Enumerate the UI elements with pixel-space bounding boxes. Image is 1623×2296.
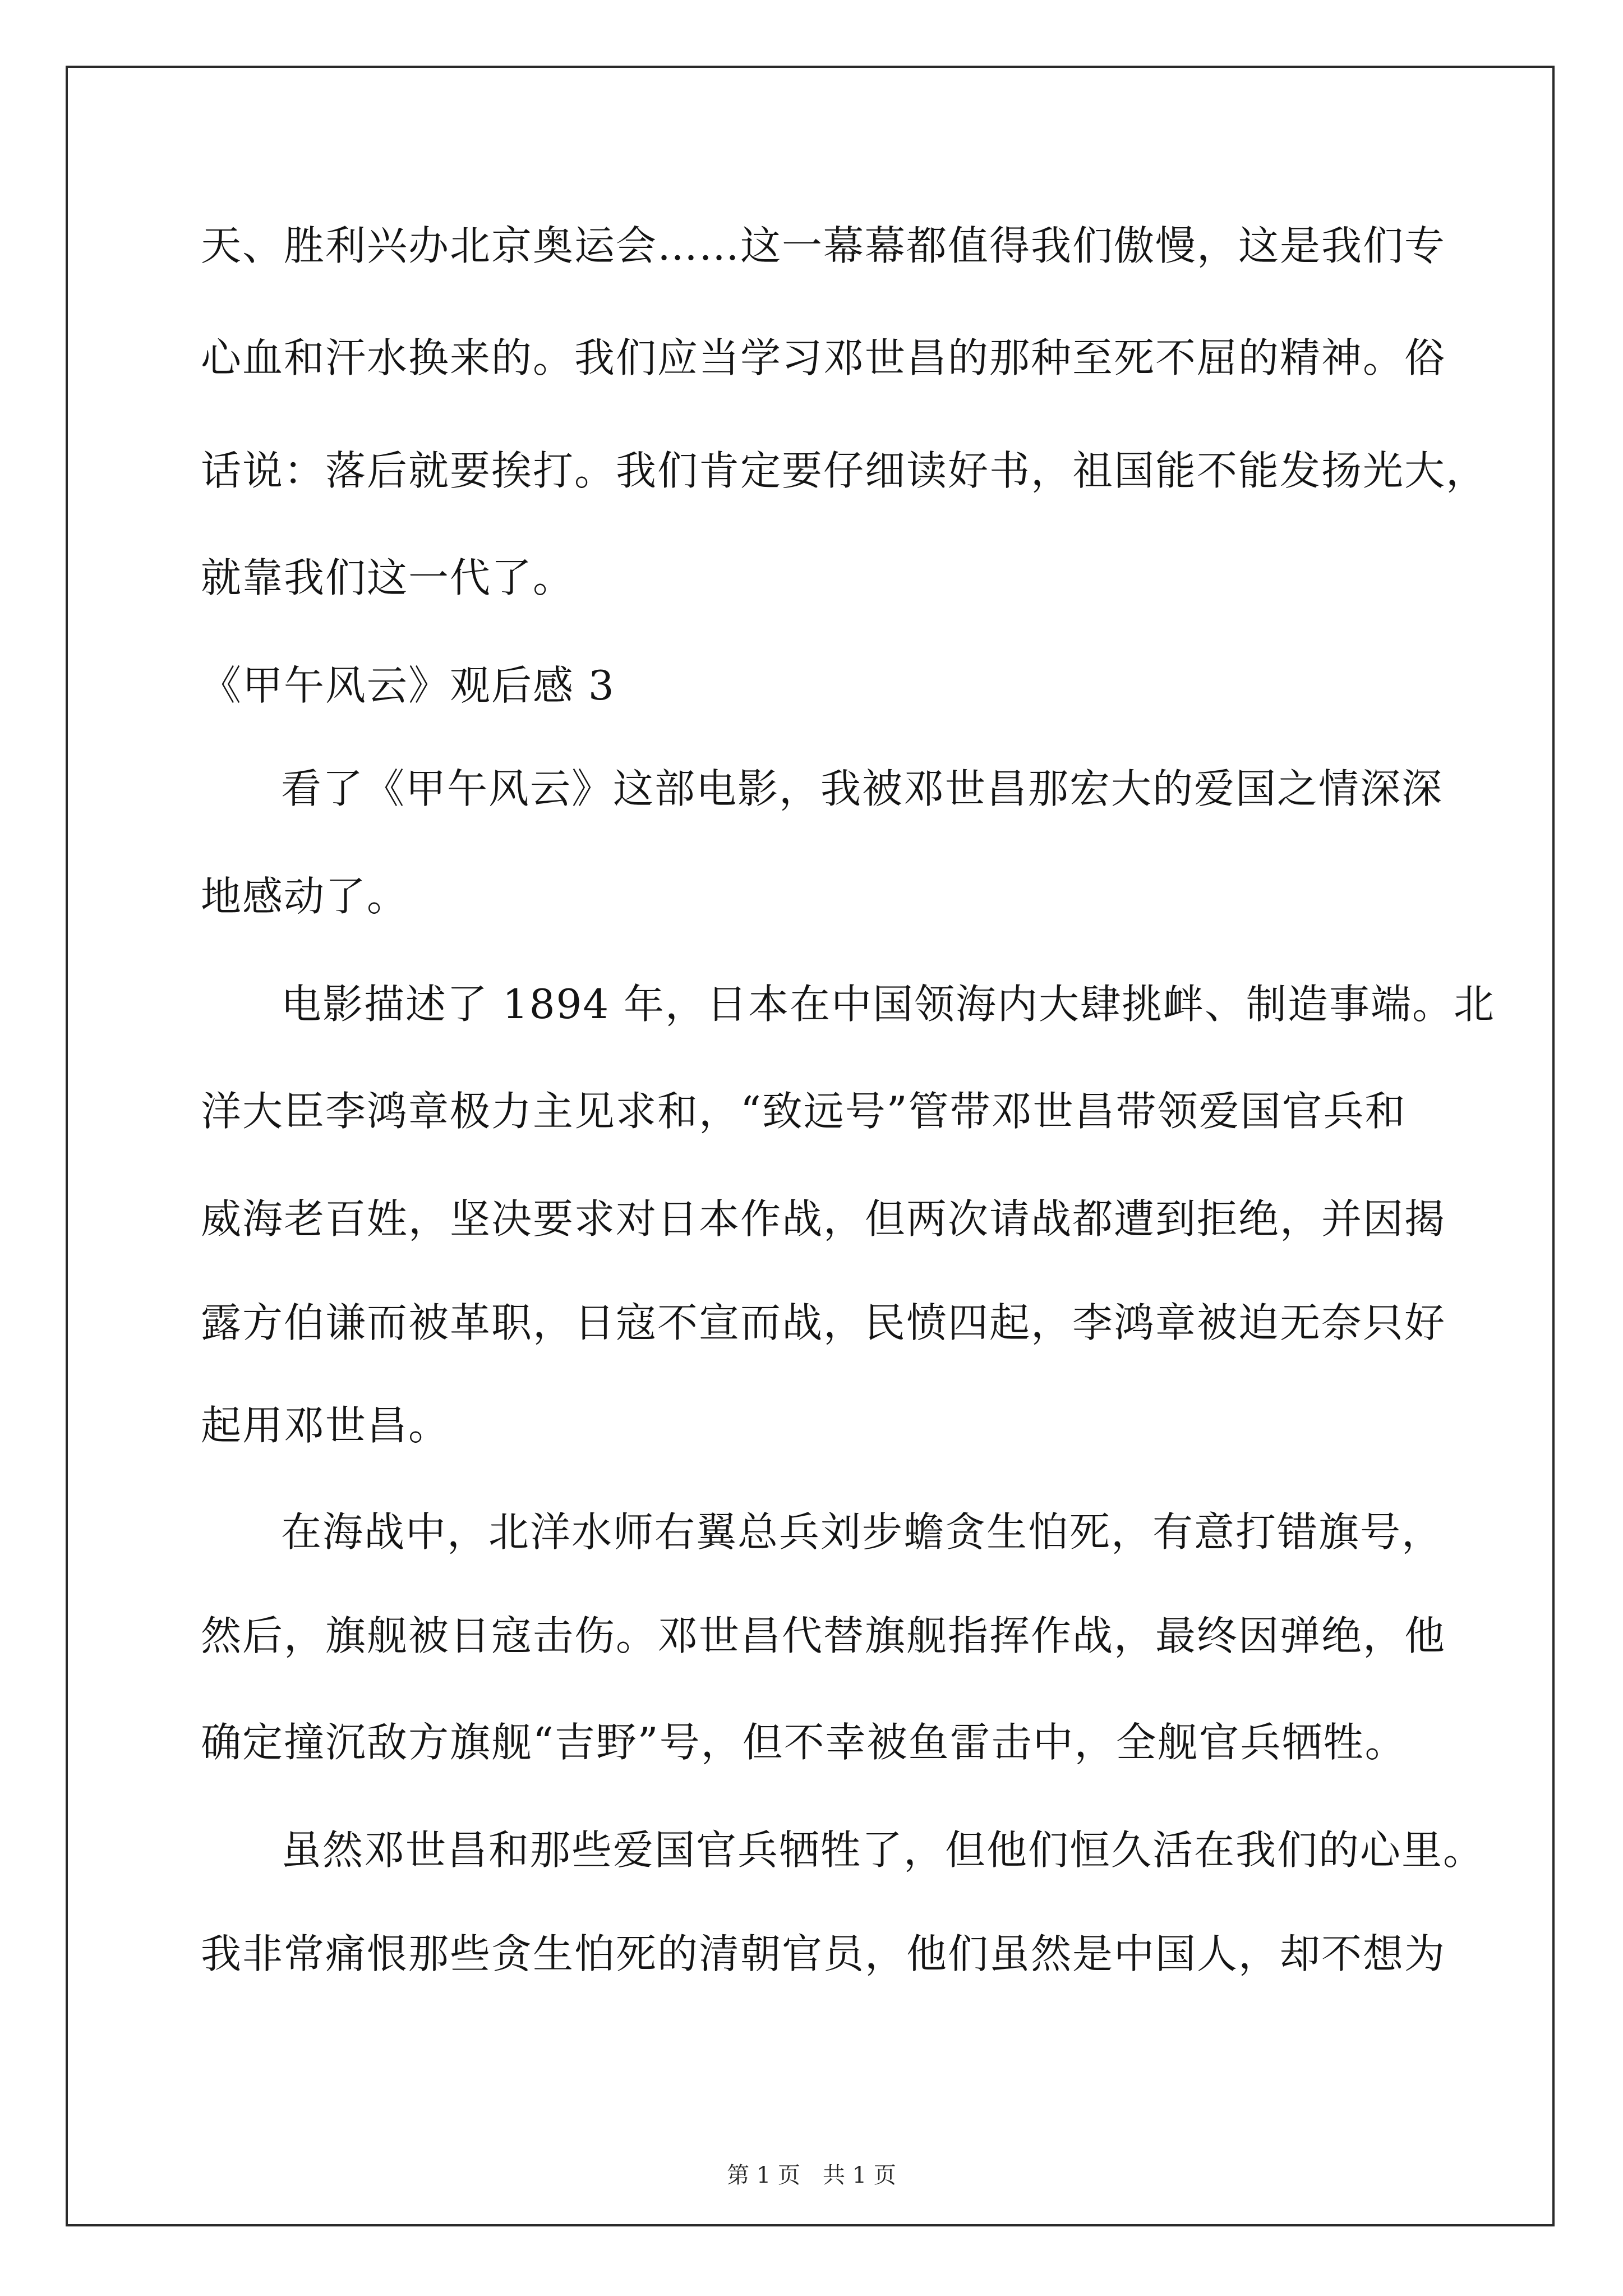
body-line: 看了《甲午风云》这部电影，我被邓世昌那宏大的爱国之情深深 [281,765,1444,812]
body-line: 在海战中，北洋水师右翼总兵刘步蟾贪生怕死，有意打错旗号， [281,1508,1444,1556]
body-line: 洋大臣李鸿章极力主见求和，“致远号”管带邓世昌带领爱国官兵和 [201,1088,1407,1135]
section-heading: 《甲午风云》观后感 3 [201,662,615,709]
body-line: 电影描述了 1894 年，日本在中国领海内大肆挑衅、制造事端。北 [281,981,1496,1028]
body-line: 然后，旗舰被日寇击伤。邓世昌代替旗舰指挥作战，最终因弹绝，他 [201,1612,1446,1659]
page-footer [0,2160,1623,2191]
body-line: 威海老百姓，坚决要求对日本作战，但两次请战都遭到拒绝，并因揭 [201,1195,1446,1243]
body-line: 地感动了。 [201,873,409,920]
page-number: 第 1 页 [727,2162,800,2188]
page-total: 共 1 页 [823,2162,896,2188]
body-line: 我非常痛恨那些贪生怕死的清朝官员，他们虽然是中国人，却不想为 [201,1930,1446,1977]
body-line: 确定撞沉敌方旗舰“吉野”号，但不幸被鱼雷击中，全舰官兵牺牲。 [201,1719,1407,1766]
body-line: 起用邓世昌。 [201,1402,450,1449]
body-line: 虽然邓世昌和那些爱国官兵牺牲了，但他们恒久活在我们的心里。 [281,1826,1485,1874]
page-border [66,66,1555,2226]
body-line: 就靠我们这一代了。 [201,554,575,601]
body-line: 心血和汗水换来的。我们应当学习邓世昌的那种至死不屈的精神。俗 [201,334,1446,381]
body-line: 露方伯谦而被革职，日寇不宣而战，民愤四起，李鸿章被迫无奈只好 [201,1299,1446,1346]
body-line: 话说：落后就要挨打。我们肯定要仔细读好书，祖国能不能发扬光大， [201,447,1488,494]
body-line: 天、胜利兴办北京奥运会……这一幕幕都值得我们傲慢，这是我们专 [201,222,1446,269]
